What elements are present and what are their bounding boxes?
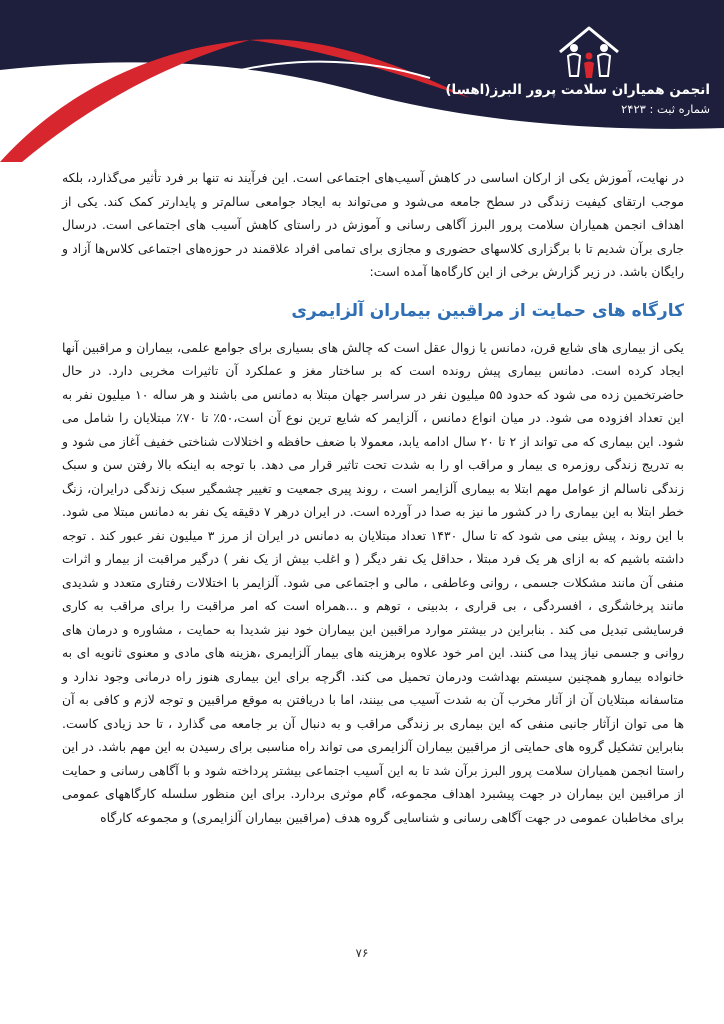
section-title: کارگاه های حمایت از مراقبین بیماران آلزایمری (291, 300, 684, 321)
body-paragraph: یکی از بیماری های شایع قرن، دمانس یا زوال عقل است که چالش های بسیاری برای جوامع علمی، بیماران و مراقبین آنها ایجاد کرده است. دمانس بیماری پیش رونده است که بر ساختار مغز و عملکرد آن تاثیرات مخربی دارد. در حال حاضرتخمین زده می شود که حدود ۵۵ میلیون نفر در سراسر جهان مبتلا به دمانس می باشند و هر ساله ۱۰ میلیون نفر به این تعداد افزوده می شود. در میان انواع دمانس ، آلزایمر که شایع ترین نوع آن است،۵۰٪ تا ۷۰٪ مبتلایان را شامل می شود. این بیماری که می تواند از ۲ تا ۲۰ سال ادامه یابد، معمولا با ضعف حافظه و اختلالات شناختی خفیف آغاز می شود و به تدریج زندگی روزمره ی بیمار و مراقب او را به شدت تحت تاثیر قرار می دهد. با توجه به اینکه بالا رفتن سن و سبک زندگی ناسالم از عوامل مهم ابتلا به بیماری آلزایمر است ، روند پیری جمعیت و تغییر چشمگیر سبک زندگی درایران، زنگ خطر ابتلا به این بیماری را در کشور ما نیز به صدا در آورده است. در ایران درهر ۷ دقیقه یک نفر به دمانس مبتلا می شود. با این روند ، پیش بینی می شود که تا سال ۱۴۳۰ تعداد مبتلایان به دمانس در ایران از مرز ۳ میلیون نفر عبور کند . توجه داشته باشیم که به ازای هر یک فرد مبتلا ، حداقل یک نفر دیگر ( و اغلب بیش از یک نفر ) درگیر مراقبت از بیمار و اثرات منفی آن مانند مشکلات جسمی ، روانی وعاطفی ، مالی و اجتماعی می شود. آلزایمر با اختلالات رفتاری متعدد و شدیدی مانند پرخاشگری ، افسردگی ، بی قراری ، بدبینی ، توهم و ...همراه است که امر مراقبت را برای مراقب به کاری فرسایشی تبدیل می کند . بنابراین در بیشتر موارد مراقبین این بیماران خود نیز شدیدا به حمایت ، مشاوره و درمان های روانی و جسمی نیاز پیدا می کنند. این امر خود علاوه برهزینه های بیمار آلزایمری ،هزینه های مادی و معنوی ثانویه ای به خانواده بیمارو همچنین سیستم بهداشت ودرمان تحمیل می کند. اگرچه برای این بیماری هنوز راه درمانی وجود ندارد و متاسفانه مبتلایان آن از آثار مخرب آن به شدت آسیب می بینند، اما با دریافتن به موقع مراقبین و توجه لازم و کافی به آن ها می توان ازآثار جانبی منفی که این بیماری بر زندگی مراقب و به دنبال آن بر جامعه می گذارد ، تا حد زیادی کاست. بنابراین تشکیل گروه های حمایتی از مراقبین بیماران آلزایمری می تواند راه مناسبی برای رسیدن به این مهم باشد. در این راستا انجمن همیاران سلامت پرور البرز برآن شد تا به این آسیب اجتماعی بیشتر پرداخته شود و با آگاهی رسانی و حمایت از مراقبین این بیماران در جهت پیشبرد اهداف مجموعه، گام موثری بردارد. برای این منظور سلسله کارگاههای عمومی برای مخاطبان عمومی در جهت آگاهی رسانی و شناسایی گروه هدف (مراقبین بیماران آلزایمری) و مجموعه کارگاه (62, 339, 684, 825)
org-name: انجمن همیاران سلامت پرور البرز(اهسا) (445, 82, 710, 98)
family-house-logo-icon (554, 22, 624, 82)
document-body (62, 166, 684, 829)
page-header (0, 0, 724, 170)
page-number: ۷۶ (355, 946, 369, 960)
intro-paragraph: در نهایت، آموزش یکی از ارکان اساسی در کاهش آسیب‌های اجتماعی است. این فرآیند نه تنها بر فرد تأثیر می‌گذارد، بلکه موجب ارتقای کیفیت زندگی در سطح جامعه می‌شود و می‌تواند به ایجاد جوامعی سالم‌تر و پایدارتر کمک کند. یکی از اهداف انجمن همیاران سلامت پرور البرز آگاهی رسانی و آموزش در راستای کاهش آسیب های اجتماعی است. درسال جاری برآن شدیم تا با برگزاری کلاسهای حضوری و مجازی برای تمامی افراد علاقمند در حوزه‌های اجتماعی کلاس‌ها آزاد و رایگان باشد. در زیر گزارش برخی از این کارگاه‌ها آمده است: (62, 170, 684, 279)
registration-number: شماره ثبت : ۲۴۲۳ (621, 102, 710, 116)
